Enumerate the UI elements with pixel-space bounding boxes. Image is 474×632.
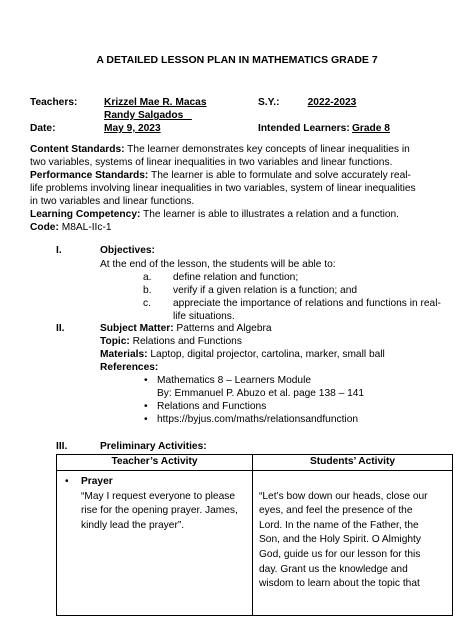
objectives-intro: At the end of the lesson, the students will be able to: [100,259,336,270]
teacher-activity-cell [57,471,253,616]
reference-item: Relations and Functions [157,401,267,412]
teachers-label: Teachers: [30,97,78,108]
objective-b-text: verify if a given relation is a function; and [173,285,358,296]
student-line: “Let’s bow down our heads, close our [259,490,428,502]
table-header-row [57,455,453,471]
date-label: Date: [30,123,56,134]
topic-value: Relations and Functions [129,336,242,347]
subject-matter-number: II. [56,323,65,334]
teacher-line: “May I request everyone to please [81,490,236,502]
activities-table [56,454,453,616]
intended-learners-label: Intended Learners: [258,123,350,134]
sy-value: 2022-2023 [307,97,357,108]
performance-standards-line-3: in two variables and linear functions. [30,196,195,207]
student-line: eyes, and feel the presence of the [259,505,413,517]
reference-item-url: https://byjus.com/maths/relationsandfunction [157,414,359,425]
performance-standards-line-1: The learner is able to formulate and solve accurately real- [148,170,411,181]
reference-item-author: By: Emmanuel P. Abuzo et al. page 138 – 141 [157,388,365,399]
references-label: References: [100,362,159,373]
reference-item: Mathematics 8 – Learners Module [157,375,312,386]
objective-c-letter: c. [143,298,151,309]
content-standards-label: Content Standards: [30,144,125,155]
student-line: day. Grant us the knowledge and [259,563,408,575]
table-row [57,471,453,616]
code-value: M8AL-IIc-1 [58,222,112,233]
materials-label: Materials: [100,349,148,360]
objective-a-text: define relation and function; [173,272,299,283]
sy-label: S.Y.: [258,97,280,108]
performance-standards-line-2: life problems involving linear inequalities in two variables, system of linear inequalities [30,183,416,194]
bullet-icon: • [144,375,148,386]
materials-value: Laptop, digital projector, cartolina, marker, small ball [147,349,385,360]
learning-competency-label: Learning Competency: [30,209,141,220]
prayer-label: Prayer [81,476,113,487]
students-activity-header: Students’ Activity [253,455,453,471]
objectives-heading: Objectives: [100,245,155,256]
bullet-icon: • [144,401,148,412]
teacher-activity-header: Teacher’s Activity [57,455,253,471]
objectives-number: I. [56,245,62,256]
student-line: wisdom to learn about the topic that [259,578,420,590]
objective-c-continued: life situations. [173,311,235,322]
student-line: Son, and the Holy Spirit. O Almighty [259,534,421,546]
teacher-name-1: Krizzel Mae R. Macas [104,97,207,108]
bullet-icon: • [65,476,69,487]
objective-a-letter: a. [143,272,152,283]
topic-label: Topic: [100,336,130,347]
teacher-name-2: Randy Salgados _ [104,110,192,121]
teacher-line: kindly lead the prayer”. [81,519,185,531]
content-standards-line-1: The learner demonstrates key concepts of linear inequalities in [124,144,410,155]
objective-c-text: appreciate the importance of relations and functions in real- [173,298,441,309]
objective-b-letter: b. [143,285,152,296]
students-activity-cell [253,471,453,616]
code-label: Code: [30,222,59,233]
content-standards-line-2: two variables, systems of linear inequalities in two variables and linear functions. [30,157,393,168]
student-line: Lord. In the name of the Father, the [259,519,419,531]
date-value: May 9, 2023 [104,123,161,134]
standards-section [30,143,448,234]
student-line: God, guide us for our lesson for this [259,548,421,560]
learning-competency-text: The learner is able to illustrates a relation and a function. [140,209,400,220]
intended-learners-value: Grade 8 [352,123,390,134]
performance-standards-label: Performance Standards: [30,170,149,181]
teacher-line: rise for the opening prayer. James, [81,505,238,517]
subject-matter-label: Subject Matter: [100,323,174,334]
subject-matter-value: Patterns and Algebra [173,323,272,334]
document-title: A DETAILED LESSON PLAN IN MATHEMATICS GRADE 7 [96,54,378,66]
preliminary-heading: Preliminary Activities: [100,441,207,452]
teacher-prayer-text [63,490,246,534]
preliminary-number: III. [56,441,68,452]
bullet-icon: • [144,414,148,425]
